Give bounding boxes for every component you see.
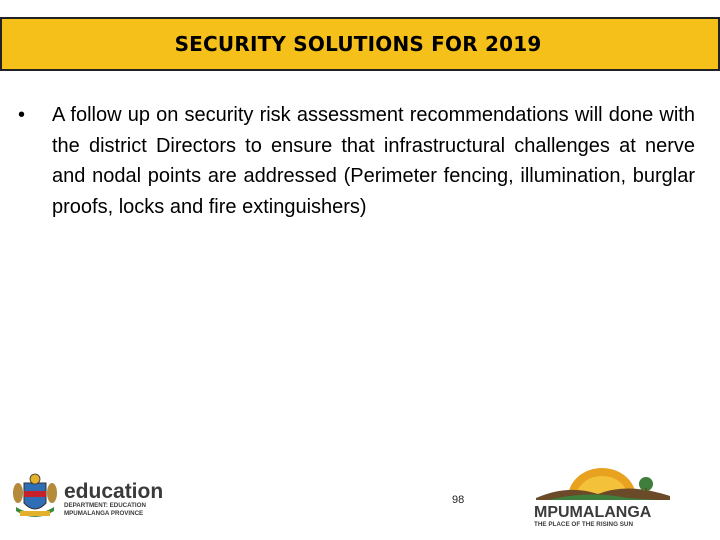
mpumalanga-logo-word: MPUMALANGA bbox=[534, 504, 652, 521]
education-logo-word: education bbox=[64, 480, 164, 503]
bullet-text: A follow up on security risk assessment recommendations will done with the district Directors to ensure that infrastructural challenges at nerve and nodal points are addressed (Perimeter fencing, illumination, burglar proofs, locks and fire extinguishers) bbox=[52, 104, 695, 218]
coat-of-arms-icon bbox=[13, 474, 57, 517]
education-logo-line1: DEPARTMENT: EDUCATION bbox=[64, 502, 146, 509]
title-banner bbox=[0, 17, 720, 71]
slide-title: SECURITY SOLUTIONS FOR 2019 bbox=[174, 32, 542, 56]
mpumalanga-logo-tagline: THE PLACE OF THE RISING SUN bbox=[534, 521, 634, 528]
education-department-logo bbox=[10, 473, 164, 531]
rising-sun-icon bbox=[536, 468, 670, 500]
page-number: 98 bbox=[452, 494, 465, 506]
bullet-marker: • bbox=[18, 104, 26, 126]
education-logo-line2: MPUMALANGA PROVINCE bbox=[64, 510, 144, 517]
mpumalanga-logo bbox=[528, 460, 678, 530]
